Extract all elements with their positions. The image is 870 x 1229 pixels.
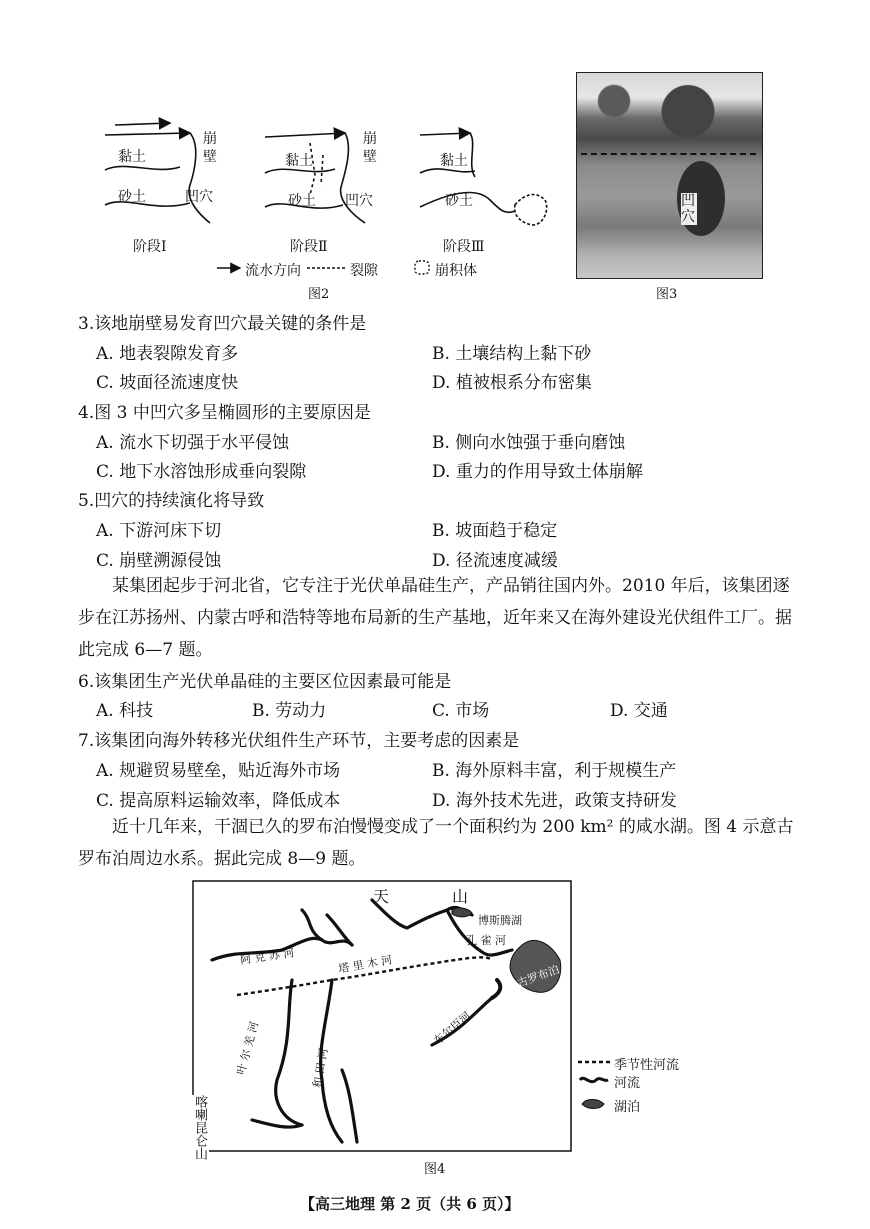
photo-dashed-line — [581, 153, 756, 155]
tianshan-label-2: 山 — [452, 887, 469, 906]
kongque-river-label: 孔 雀 河 — [466, 934, 506, 947]
figure-4-caption: 图4 — [424, 1162, 446, 1177]
q4-option-c[interactable]: C. 地下水溶蚀形成垂向裂隙 — [96, 462, 307, 482]
stage-1-hole-label: 凹穴 — [185, 189, 213, 205]
stage-2-sand-label: 砂土 — [288, 193, 316, 209]
stage-1-clay-label: 黏土 — [118, 149, 146, 165]
stage-2-hole-label: 凹穴 — [345, 193, 373, 209]
yarkand-river-label: 叶 尔 羌 河 — [234, 1020, 262, 1077]
stage-1-sand-label: 砂土 — [118, 189, 146, 205]
stage-3-sand-label: 砂土 — [445, 193, 473, 209]
q5-option-b[interactable]: B. 坡面趋于稳定 — [432, 521, 558, 541]
q3-option-c[interactable]: C. 坡面径流速度快 — [96, 373, 239, 393]
q4-stem: 4.图 3 中凹穴多呈椭圆形的主要原因是 — [78, 403, 371, 423]
stage-3-clay-label: 黏土 — [440, 153, 468, 169]
stage-1-diagram — [105, 123, 210, 223]
q5-stem: 5.凹穴的持续演化将导致 — [78, 491, 265, 511]
legend-river-label: 河流 — [614, 1076, 641, 1091]
vegetation — [577, 73, 762, 143]
q4-option-a[interactable]: A. 流水下切强于水平侵蚀 — [96, 433, 290, 453]
photo-hole-label: 凹穴 — [681, 193, 695, 225]
tianshan-label-1: 天 — [373, 887, 390, 906]
q6-option-a[interactable]: A. 科技 — [96, 701, 154, 721]
page-footer: 【高三地理 第 2 页（共 6 页）】 — [300, 1195, 520, 1213]
stage-1-caption: 阶段Ⅰ — [133, 239, 167, 255]
stage-3-caption: 阶段Ⅲ — [443, 239, 485, 255]
q6-option-b[interactable]: B. 劳动力 — [252, 701, 327, 721]
legend-flow-label: 流水方向 — [245, 263, 301, 279]
q5-option-a[interactable]: A. 下游河床下切 — [96, 521, 222, 541]
q4-option-d[interactable]: D. 重力的作用导致土体崩解 — [432, 462, 643, 482]
hotan-river-label: 和 田 河 — [310, 1047, 331, 1089]
tarim-river-label: 塔 里 木 河 — [337, 953, 394, 976]
cherchen-river-label: 车尔臣河 — [431, 1009, 474, 1048]
q7-option-a[interactable]: A. 规避贸易壁垒，贴近海外市场 — [96, 761, 341, 781]
legend-crack-label: 裂隙 — [350, 263, 378, 279]
legend-lake-label: 湖泊 — [614, 1100, 641, 1115]
q6-option-c[interactable]: C. 市场 — [432, 701, 490, 721]
q5-option-c[interactable]: C. 崩壁溯源侵蚀 — [96, 551, 222, 571]
q3-option-b[interactable]: B. 土壤结构上黏下砂 — [432, 344, 592, 364]
stage-2-clay-label: 黏土 — [285, 153, 313, 169]
kunlun-label: 喀喇昆仑山 — [192, 1095, 207, 1160]
q7-option-c[interactable]: C. 提高原料运输效率，降低成本 — [96, 791, 341, 811]
q6-option-d[interactable]: D. 交通 — [610, 701, 668, 721]
q6-stem: 6.该集团生产光伏单晶硅的主要区位因素最可能是 — [78, 672, 452, 692]
legend-debris-label: 崩积体 — [435, 263, 477, 279]
q3-option-a[interactable]: A. 地表裂隙发育多 — [96, 344, 239, 364]
figure-2-caption: 图2 — [308, 287, 330, 302]
lop-nur-label: 古罗布泊 — [515, 962, 562, 991]
stage-2-caption: 阶段Ⅱ — [290, 239, 328, 255]
q5-option-d[interactable]: D. 径流速度减缓 — [432, 551, 558, 571]
bosten-lake-label: 博斯腾湖 — [478, 914, 522, 927]
figure-3-caption: 图3 — [656, 287, 678, 302]
q7-option-b[interactable]: B. 海外原料丰富，利于规模生产 — [432, 761, 677, 781]
stage-3-diagram — [420, 133, 547, 225]
passage-8-9: 近十几年来，干涸已久的罗布泊慢慢变成了一个面积约为 200 km² 的咸水湖。图 4 示意古罗布泊周边水系。据此完成 8—9 题。 — [78, 817, 794, 869]
stage-1-wall-label: 崩壁 — [203, 131, 217, 165]
legend-seasonal-river-label: 季节性河流 — [614, 1058, 680, 1073]
aksu-river-label: 阿 克 苏 河 — [239, 946, 296, 967]
q3-stem: 3.该地崩壁易发育凹穴最关键的条件是 — [78, 314, 367, 334]
figure-3-photo — [576, 72, 763, 279]
q4-option-b[interactable]: B. 侧向水蚀强于垂向磨蚀 — [432, 433, 626, 453]
q7-stem: 7.该集团向海外转移光伏组件生产环节，主要考虑的因素是 — [78, 731, 520, 751]
q7-option-d[interactable]: D. 海外技术先进，政策支持研发 — [432, 791, 677, 811]
q3-option-d[interactable]: D. 植被根系分布密集 — [432, 373, 592, 393]
figure-4-legend-marks — [576, 1052, 616, 1122]
stage-2-wall-label: 崩壁 — [363, 131, 377, 165]
passage-6-7: 某集团起步于河北省，它专注于光伏单晶硅生产，产品销往国内外。2010 年后，该集团逐步在江苏扬州、内蒙古呼和浩特等地布局新的生产基地，近年来又在海外建设光伏组件工厂。据此完成 6—7 题。 — [78, 576, 792, 660]
figure-2-diagram — [95, 115, 565, 285]
